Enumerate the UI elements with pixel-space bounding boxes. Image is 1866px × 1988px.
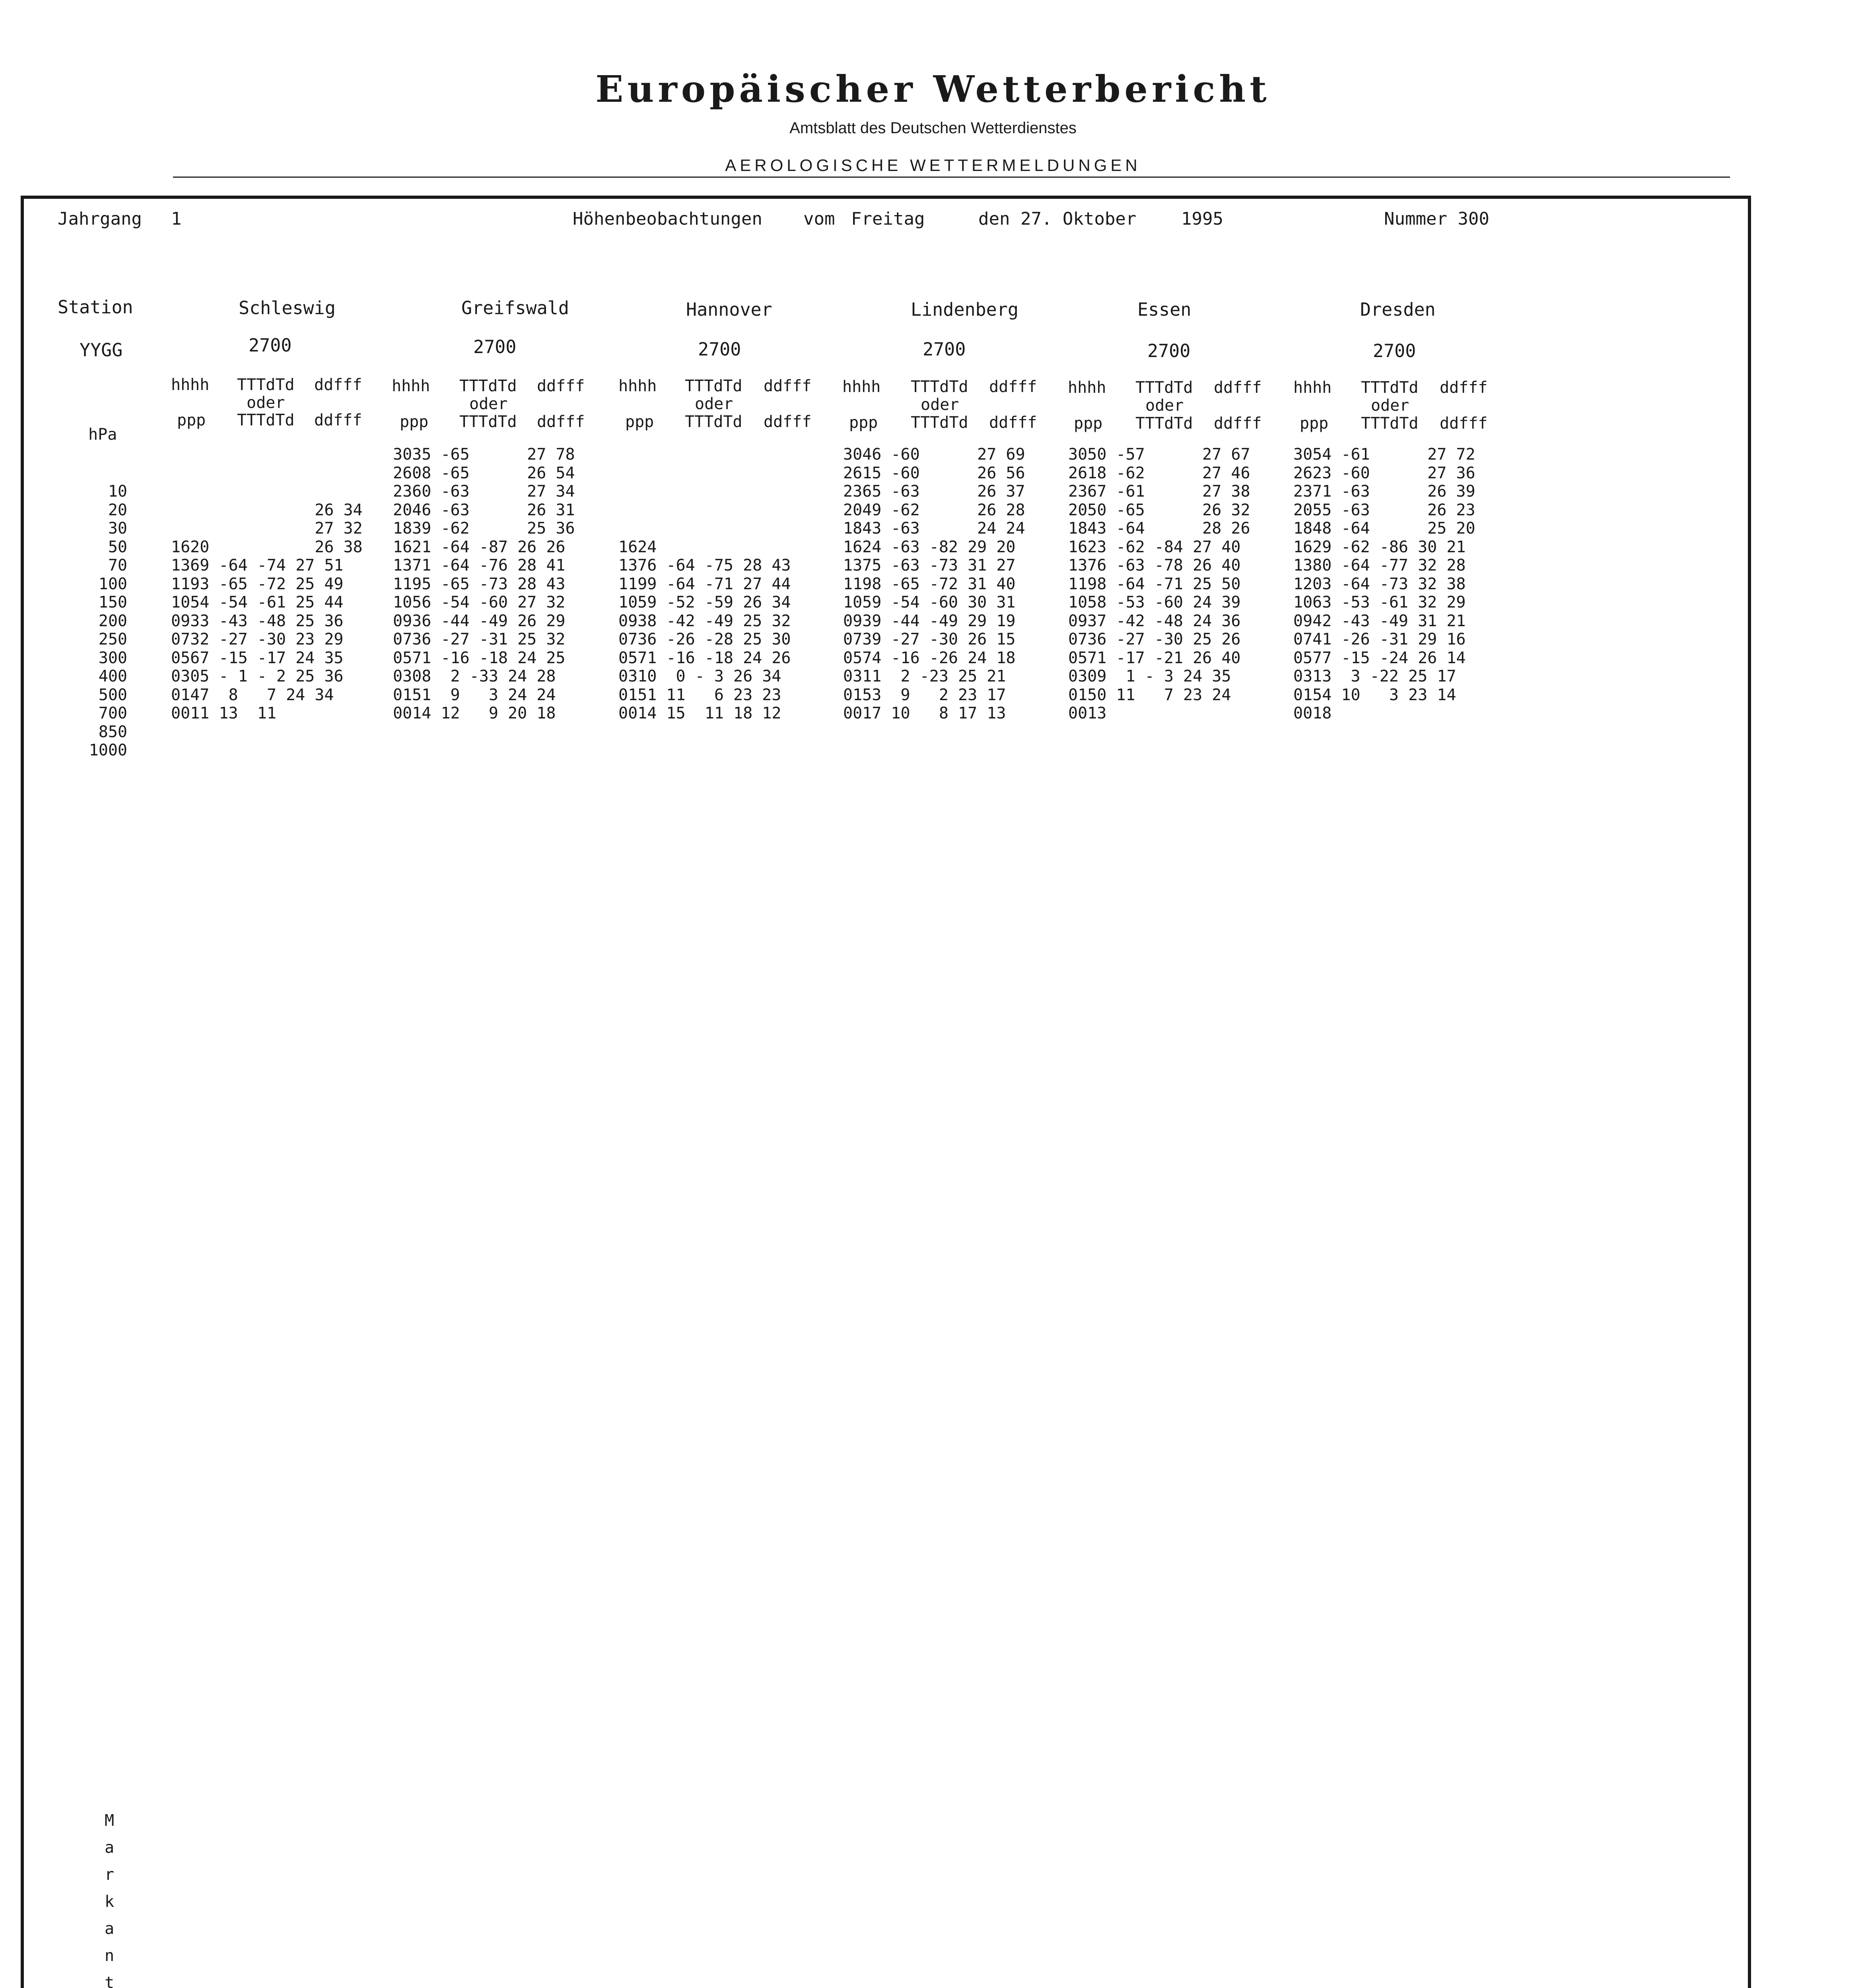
yygg-label: YYGG <box>80 340 123 361</box>
station-name: Greifswald <box>461 297 569 318</box>
col-hhhh: hhhh <box>1068 379 1106 397</box>
col-hhhh: hhhh <box>842 378 881 396</box>
standard-data-greifswald <box>393 445 575 722</box>
weekday: Freitag <box>851 209 925 229</box>
standard-values: 3050 -57 27 67 2618 -62 27 46 2367 -61 27 38 2050 -65 26 32 1843 -64 28 26 1623 -62 -84 27 40 1376 -63 -78 26 40 1198 -64 -71 25 50 1058 -53 -60 24 39 0937 -42 -48 24 36 0736 -27 -30 25 26 0571 -17 -21 26 40 0309 1 - 3 24 35 0150 11 7 23 24 0013 <box>1068 445 1250 722</box>
col-oder: oder <box>695 395 733 413</box>
station-name: Lindenberg <box>911 299 1019 320</box>
standard-values: 3035 -65 27 78 2608 -65 26 54 2360 -63 27 34 2046 -63 26 31 1839 -62 25 36 1621 -64 -87 26 26 1371 -64 -76 28 41 1195 -65 -73 28 43 1056 -54 -60 27 32 0936 -44 -49 26 29 0736 -27 -31 25 32 0571 -16 -18 24 25 0308 2 -33 24 28 0151 9 3 24 24 0014 12 9 20 18 <box>393 445 575 722</box>
col-hhhh: hhhh <box>171 376 210 394</box>
col-ddfff2: ddfff <box>764 413 812 431</box>
page-subtitle: Amtsblatt des Deutschen Wetterdienstes <box>789 119 1077 137</box>
standard-values: 1624 1376 -64 -75 28 43 1199 -64 -71 27 44 1059 -52 -59 26 34 0938 -42 -49 25 32 0736 -26 -28 25 30 0571 -16 -18 24 26 0310 0 - 3 26 34 0151 11 6 23 23 0014 15 11 18 12 <box>618 538 791 722</box>
col-ddfff: ddfff <box>537 377 585 395</box>
standard-data-schleswig <box>171 445 363 722</box>
col-ppp: ppp <box>177 411 206 429</box>
col-oder: oder <box>1145 396 1184 415</box>
col-ddfff: ddfff <box>314 376 362 394</box>
col-ttt: TTTdTd <box>1361 379 1419 397</box>
col-ddfff: ddfff <box>1214 379 1262 397</box>
date: den 27. Oktober <box>978 209 1137 229</box>
hpa-label: hPa <box>88 425 117 444</box>
col-ppp: ppp <box>1074 414 1103 433</box>
standard-values: 3046 -60 27 69 2615 -60 26 56 2365 -63 26 37 2049 -62 26 28 1843 -63 24 24 1624 -63 -82 29 20 1375 -63 -73 31 27 1198 -65 -72 31 40 1059 -54 -60 30 31 0939 -44 -49 29 19 0739 -27 -30 26 15 0574 -16 -26 24 18 0311 2 -23 25 21 0153 9 2 23 17 0017 10 8 17 13 <box>843 445 1025 722</box>
pressure-levels <box>56 445 127 759</box>
issue-number: Nummer 300 <box>1384 209 1489 229</box>
standard-data-hannover <box>618 445 791 722</box>
col-ddfff: ddfff <box>1440 379 1488 397</box>
standard-data-essen <box>1068 445 1250 722</box>
col-ddfff2: ddfff <box>537 413 585 431</box>
station-label: Station <box>58 297 133 318</box>
col-ppp: ppp <box>849 414 878 432</box>
col-oder: oder <box>469 395 508 413</box>
observation-label: Höhenbeobachtungen <box>573 209 762 229</box>
col-ppp: ppp <box>1300 414 1329 433</box>
station-name: Dresden <box>1360 299 1436 320</box>
yygg-value: 2700 <box>473 336 517 357</box>
yygg-value: 2700 <box>923 339 966 360</box>
col-ttt2: TTTdTd <box>685 413 743 431</box>
year: 1995 <box>1181 209 1223 229</box>
col-ddfff: ddfff <box>764 377 812 395</box>
col-ppp: ppp <box>400 413 429 431</box>
page-title: Europäischer Wetterbericht <box>595 68 1271 111</box>
col-ddfff2: ddfff <box>314 411 362 429</box>
col-hhhh: hhhh <box>1293 379 1332 397</box>
markante-label: M a r k a n t <box>104 1811 115 1988</box>
section-title: AEROLOGISCHE WETTERMELDUNGEN <box>725 156 1141 175</box>
yygg-value: 2700 <box>249 335 292 356</box>
col-oder: oder <box>1371 396 1409 415</box>
yygg-value: 2700 <box>1147 340 1191 361</box>
station-name: Hannover <box>686 299 772 320</box>
col-ddfff: ddfff <box>989 378 1037 396</box>
col-oder: oder <box>247 394 285 412</box>
col-ttt2: TTTdTd <box>237 411 295 429</box>
col-hhhh: hhhh <box>618 377 657 395</box>
jahrgang-label: Jahrgang <box>58 209 142 229</box>
col-ttt: TTTdTd <box>685 377 743 395</box>
col-ddfff2: ddfff <box>1214 414 1262 433</box>
jahrgang-value: 1 <box>171 209 182 229</box>
station-name: Essen <box>1137 299 1192 320</box>
col-ttt2: TTTdTd <box>1135 414 1193 433</box>
header-rule <box>173 177 1730 178</box>
yygg-value: 2700 <box>698 339 741 360</box>
standard-values: 26 34 27 32 1620 26 38 1369 -64 -74 27 51 1193 -65 -72 25 49 1054 -54 -61 25 44 0933 -43 -48 25 36 0732 -27 -30 23 29 0567 -15 -17 24 35 0305 - 1 - 2 25 36 0147 8 7 24 34 0011 13 11 <box>171 501 363 722</box>
col-ttt2: TTTdTd <box>1361 414 1419 433</box>
col-ttt2: TTTdTd <box>459 413 517 431</box>
col-oder: oder <box>921 396 959 414</box>
col-ttt: TTTdTd <box>459 377 517 395</box>
col-ttt2: TTTdTd <box>911 414 968 432</box>
col-ppp: ppp <box>625 413 654 431</box>
col-hhhh: hhhh <box>392 377 430 395</box>
col-ttt: TTTdTd <box>237 376 295 394</box>
col-ttt: TTTdTd <box>1135 379 1193 397</box>
yygg-value: 2700 <box>1373 340 1416 361</box>
pressure-levels-text: 10 20 30 50 70 100 150 200 250 300 400 500 700 850 1000 <box>89 482 127 759</box>
vom-label: vom <box>803 209 835 229</box>
col-ttt: TTTdTd <box>911 378 968 396</box>
col-ddfff2: ddfff <box>1440 414 1488 433</box>
station-name: Schleswig <box>239 297 336 318</box>
standard-data-lindenberg <box>843 445 1025 722</box>
col-ddfff2: ddfff <box>989 414 1037 432</box>
standard-data-dresden <box>1293 445 1475 722</box>
standard-values: 3054 -61 27 72 2623 -60 27 36 2371 -63 26 39 2055 -63 26 23 1848 -64 25 20 1629 -62 -86 30 21 1380 -64 -77 32 28 1203 -64 -73 32 38 1063 -53 -61 32 29 0942 -43 -49 31 21 0741 -26 -31 29 16 0577 -15 -24 26 14 0313 3 -22 25 17 0154 10 3 23 14 0018 <box>1293 445 1475 722</box>
